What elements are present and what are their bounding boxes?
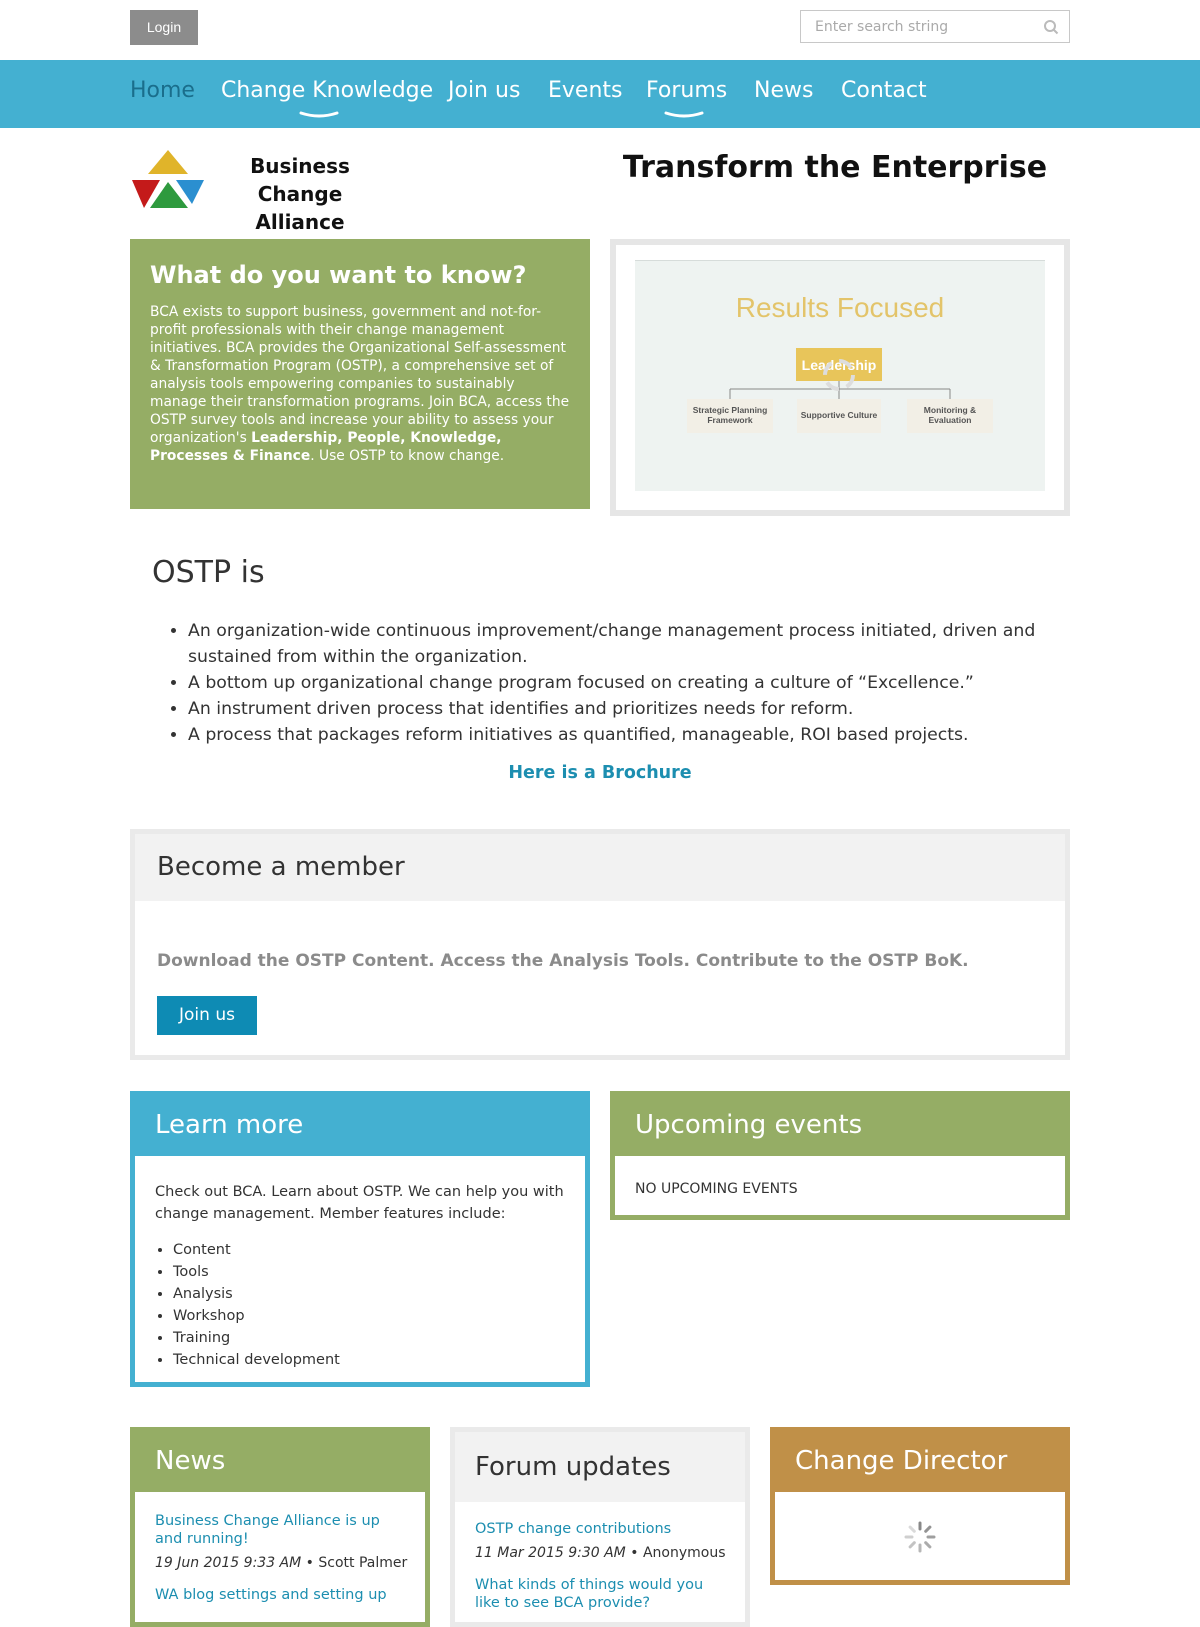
intro-text: BCA exists to support business, government and not-for-profit professionals with their change management initiatives. BCA provides the Organizational Self-assessment & Transformation Program (OSTP), a comprehensive set of analysis tools empowering companies to sustainably manage their transformation programs. Join BCA, access the OSTP survey tools and increase your ability to assess your organization's Leadership, People, Knowledge, Processes & Finance. Use OSTP to know change.: [150, 304, 570, 464]
nav-item-join-us[interactable]: Join us: [448, 78, 521, 103]
slide-box-label: Leadership: [801, 357, 877, 373]
search-input[interactable]: [801, 11, 1031, 42]
news-card: [130, 1427, 430, 1627]
svg-text:Framework: Framework: [707, 415, 753, 425]
list-item: • Content: [173, 1239, 569, 1261]
change-director-card: [770, 1427, 1070, 1585]
card-header: [135, 1432, 425, 1492]
video-slide: [635, 260, 1045, 491]
site-logo[interactable]: [130, 148, 392, 234]
nav-item-forums[interactable]: Forums: [646, 78, 728, 103]
card-body: [155, 1181, 569, 1371]
dropdown-indicator-icon: [665, 111, 703, 119]
list-item: • A process that packages reform initiatives as quantified, manageable, ROI based projects.: [188, 722, 1050, 748]
login-button[interactable]: Login: [130, 10, 198, 45]
ostp-list: [170, 618, 1050, 748]
svg-text:Monitoring &: Monitoring &: [923, 405, 977, 415]
dropdown-indicator-icon: [300, 111, 338, 119]
forum-item-meta: 11 Mar 2015 9:30 AM • Anonymous: [475, 1545, 726, 1561]
card-title: Learn more: [155, 1110, 304, 1140]
news-item-link[interactable]: WA blog settings and setting up: [155, 1587, 387, 1603]
ostp-title: OSTP is: [152, 555, 265, 590]
learn-more-card: [130, 1091, 590, 1387]
forum-item-link[interactable]: What kinds of things would you like to see BCA provide?: [475, 1577, 704, 1611]
list-item: • Technical development: [173, 1349, 569, 1371]
nav-item-news[interactable]: News: [754, 78, 814, 103]
logo-triangles-icon: [130, 148, 205, 212]
nav-item-home[interactable]: Home: [130, 78, 195, 103]
upcoming-events-card: [610, 1091, 1070, 1220]
list-item: • Analysis: [173, 1283, 569, 1305]
video-player[interactable]: [610, 239, 1070, 516]
nav-item-contact[interactable]: Contact: [841, 78, 927, 103]
forum-item-link[interactable]: OSTP change contributions: [475, 1521, 672, 1537]
list-item: • An instrument driven process that identifies and prioritizes needs for reform.: [188, 696, 1050, 722]
card-title[interactable]: Forum updates: [475, 1452, 671, 1482]
news-item-link[interactable]: Business Change Alliance is up and running!: [155, 1513, 380, 1547]
nav-item-events[interactable]: Events: [548, 78, 623, 103]
member-title: Become a member: [157, 852, 405, 882]
news-item-meta: 19 Jun 2015 9:33 AM • Scott Palmer: [155, 1555, 408, 1571]
card-header: [455, 1432, 745, 1502]
nav-item-change-knowledge[interactable]: Change Knowledge: [221, 78, 434, 103]
loading-spinner-icon: [903, 1520, 937, 1554]
news-feed: [155, 1512, 409, 1604]
join-us-button[interactable]: Join us: [157, 996, 257, 1035]
card-header: [615, 1096, 1065, 1156]
forum-feed: [475, 1520, 729, 1612]
list-item: • A bottom up organizational change program focused on creating a culture of “Excellence.”: [188, 670, 1050, 696]
member-header: [135, 834, 1065, 901]
svg-text:Strategic Planning: Strategic Planning: [692, 405, 768, 415]
svg-text:Evaluation: Evaluation: [928, 415, 972, 425]
intro-title: What do you want to know?: [150, 261, 527, 289]
logo-text: Business Change Alliance: [250, 154, 350, 234]
forum-updates-card: [450, 1427, 750, 1627]
search-box: [800, 10, 1070, 43]
slide-title: Results Focused: [735, 292, 945, 323]
feature-list: [155, 1239, 569, 1371]
card-title[interactable]: Change Director: [795, 1446, 1008, 1476]
list-item: • An organization-wide continuous improvement/change management process initiated, driven and sustained from within the organization.: [188, 618, 1050, 670]
card-header: [775, 1432, 1065, 1492]
brochure-link[interactable]: Here is a Brochure: [508, 763, 692, 783]
list-item: • Tools: [173, 1261, 569, 1283]
card-title[interactable]: News: [155, 1446, 226, 1476]
card-title[interactable]: Upcoming events: [635, 1110, 863, 1140]
member-subtitle: Download the OSTP Content. Access the Analysis Tools. Contribute to the OSTP BoK.: [157, 951, 969, 971]
card-header: [135, 1096, 585, 1156]
svg-text:Supportive Culture: Supportive Culture: [800, 410, 878, 420]
search-icon[interactable]: [1043, 19, 1059, 35]
tagline: Transform the Enterprise: [622, 150, 1048, 185]
events-empty-text: NO UPCOMING EVENTS: [635, 1181, 798, 1197]
learn-intro: Check out BCA. Learn about OSTP. We can help you with change management. Member features include:: [155, 1184, 564, 1222]
list-item: • Workshop: [173, 1305, 569, 1327]
main-nav: [0, 60, 1200, 128]
list-item: • Training: [173, 1327, 569, 1349]
become-member-panel: [130, 829, 1070, 1060]
intro-panel: [130, 239, 590, 509]
